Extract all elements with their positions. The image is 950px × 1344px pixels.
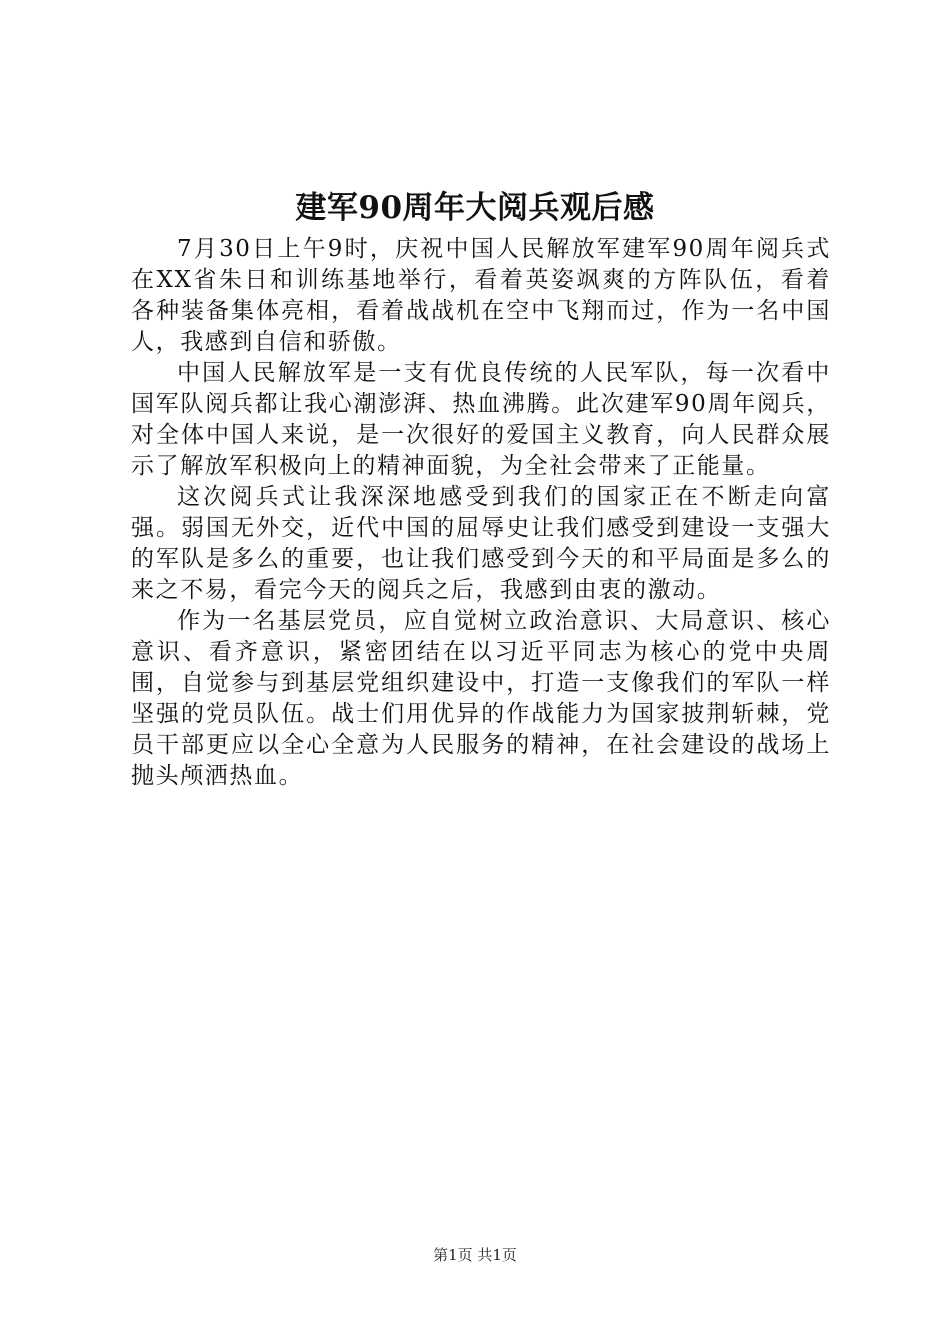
paragraph-3: 这次阅兵式让我深深地感受到我们的国家正在不断走向富强。弱国无外交，近代中国的屈辱史让我们感受到建设一支强大的军队是多么的重要，也让我们感受到今天的和平局面是多么的来之不易，看完今天的阅兵之后，我感到由衷的激动。 xyxy=(131,484,831,603)
paragraph-4: 作为一名基层党员，应自觉树立政治意识、大局意识、核心意识、看齐意识，紧密团结在以习近平同志为核心的党中央周围，自觉参与到基层党组织建设中，打造一支像我们的军队一样坚强的党员队伍。战士们用优异的作战能力为国家披荆斩棘，党员干部更应以全心全意为人民服务的精神，在社会建设的战场上抛头颅洒热血。 xyxy=(131,608,831,789)
document-body xyxy=(131,234,831,792)
page-footer: 第1页 共1页 xyxy=(433,1246,517,1264)
paragraph-2: 中国人民解放军是一支有优良传统的人民军队，每一次看中国军队阅兵都让我心潮澎湃、热血沸腾。此次建军90周年阅兵，对全体中国人来说，是一次很好的爱国主义教育，向人民群众展示了解放军积极向上的精神面貌，为全社会带来了正能量。 xyxy=(131,360,831,479)
document-title: 建军90周年大阅兵观后感 xyxy=(295,190,655,226)
paragraph-1: 7月30日上午9时，庆祝中国人民解放军建军90周年阅兵式在XX省朱日和训练基地举行，看着英姿飒爽的方阵队伍，看着各种装备集体亮相，看着战战机在空中飞翔而过，作为一名中国人，我感到自信和骄傲。 xyxy=(131,236,831,355)
